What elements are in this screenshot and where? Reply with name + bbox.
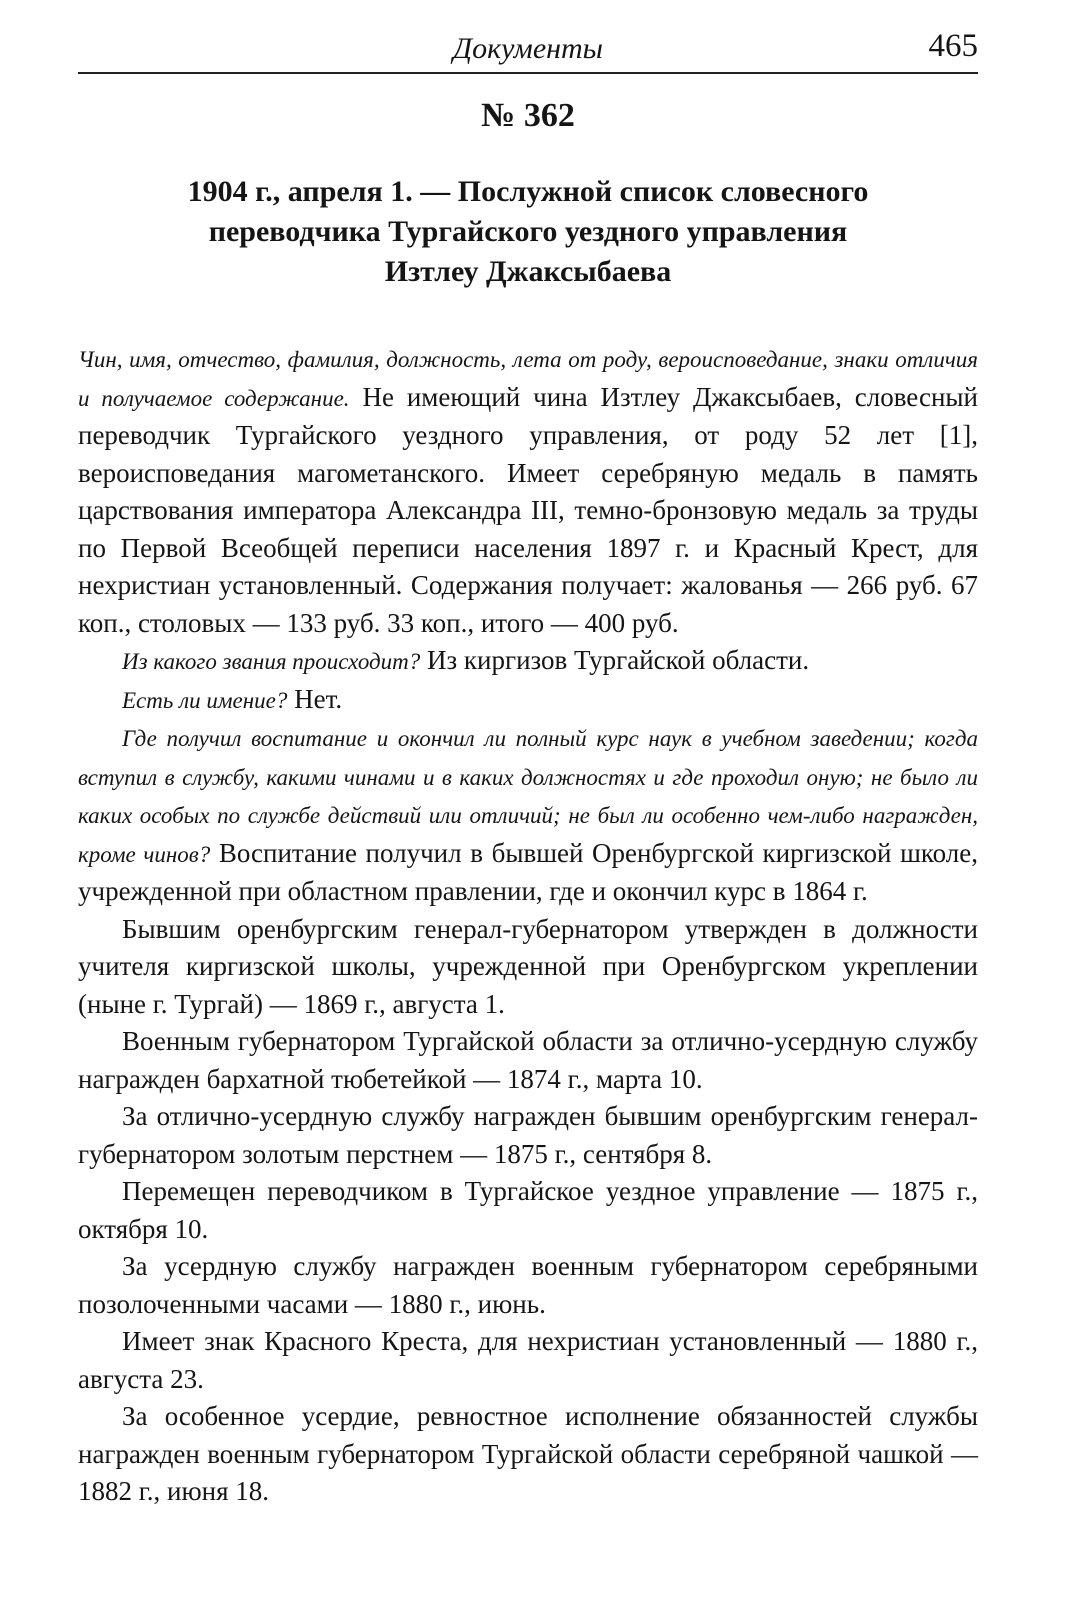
question-text: Чин, имя, отчество, фамилия, должность, лета от роду, вероисповедание, знаки отличия и получаемое содержание. (78, 347, 978, 411)
paragraph-service-entry (78, 1098, 978, 1173)
document-title-line: 1904 г., апреля 1. — Послужной список словесного (187, 175, 869, 208)
paragraph-education-service (78, 719, 978, 911)
paragraph-service-entry (78, 1398, 978, 1511)
document-page (78, 22, 978, 1511)
answer-text: Перемещен переводчиком в Тургайское уездное управление — 1875 г., октября 10. (78, 1176, 978, 1244)
answer-text: Воспитание получил в бывшей Оренбургской киргизской школе, учрежденной при областном правлении, где и окончил курс в 1864 г. (78, 837, 978, 906)
answer-text: Военным губернатором Тургайской области за отлично-усердную службу награжден бархатной тюбетейкой — 1874 г., марта 10. (78, 1026, 978, 1094)
answer-text: За усердную службу награжден военным губернатором серебряными позолоченными часами — 1880 г., июнь. (78, 1251, 978, 1319)
answer-text: Нет. (287, 683, 343, 714)
answer-text: Из киргизов Тургайской области. (420, 645, 810, 675)
answer-text: За отлично-усердную службу награжден бывшим оренбургским генерал-губернатором золотым перстнем — 1875 г., сентября 8. (78, 1101, 978, 1169)
running-header (78, 22, 978, 74)
paragraph-service-entry (78, 1323, 978, 1398)
document-title-line: переводчика Тургайского уездного управления (208, 215, 848, 248)
paragraph-service-entry (78, 1173, 978, 1248)
document-number: № 362 (481, 97, 575, 134)
paragraph-rank-and-salary (78, 340, 978, 642)
paragraph-estate (78, 681, 978, 720)
question-text: Есть ли имение? (122, 687, 288, 713)
question-text: Из какого звания происходит? (122, 649, 421, 674)
question-text: Где получил воспитание и окончил ли полный курс наук в учебном заведении; когда вступил в службу, какими чинами и в каких должностях и где проходил оную; не было ли каких особых по службе действий или отличий; не был ли особенно чем-либо награжден, кроме чинов? (78, 726, 978, 867)
paragraph-origin (78, 642, 978, 681)
document-title-line: Изтлеу Джаксыбаева (384, 255, 672, 288)
page-number: 465 (928, 28, 978, 64)
answer-text: Бывшим оренбургским генерал-губернатором утвержден в должности учителя киргизской школы, учрежденной при Оренбургском укреплении (ныне г. Тургай) — 1869 г., августа 1. (78, 913, 978, 1019)
paragraph-service-entry (78, 911, 978, 1024)
answer-text: Имеет знак Красного Креста, для нехристиан установленный — 1880 г., августа 23. (78, 1326, 978, 1394)
document-body (78, 340, 978, 1511)
running-title: Документы (452, 32, 603, 65)
answer-text: Не имеющий чина Изтлеу Джаксыбаев, словесный переводчик Тургайского уездного управления, от роду 52 лет [1], вероисповедания магометанского. Имеет серебряную медаль в память царствования императора Александра III, темно-бронзовую медаль за труды по Первой Всеобщей переписи населения 1897 г. и Красный Крест, для нехристиан установленный. Содержания получает: жалованья — 266 руб. 67 коп., столовых — 133 руб. 33 коп., итого — 400 руб. (78, 381, 978, 638)
document-title (78, 172, 978, 292)
answer-text: За особенное усердие, ревностное исполнение обязанностей службы награжден военным губернатором Тургайской области серебряной чашкой — 1882 г., июня 18. (78, 1401, 978, 1506)
paragraph-service-entry (78, 1248, 978, 1323)
paragraph-service-entry (78, 1023, 978, 1098)
